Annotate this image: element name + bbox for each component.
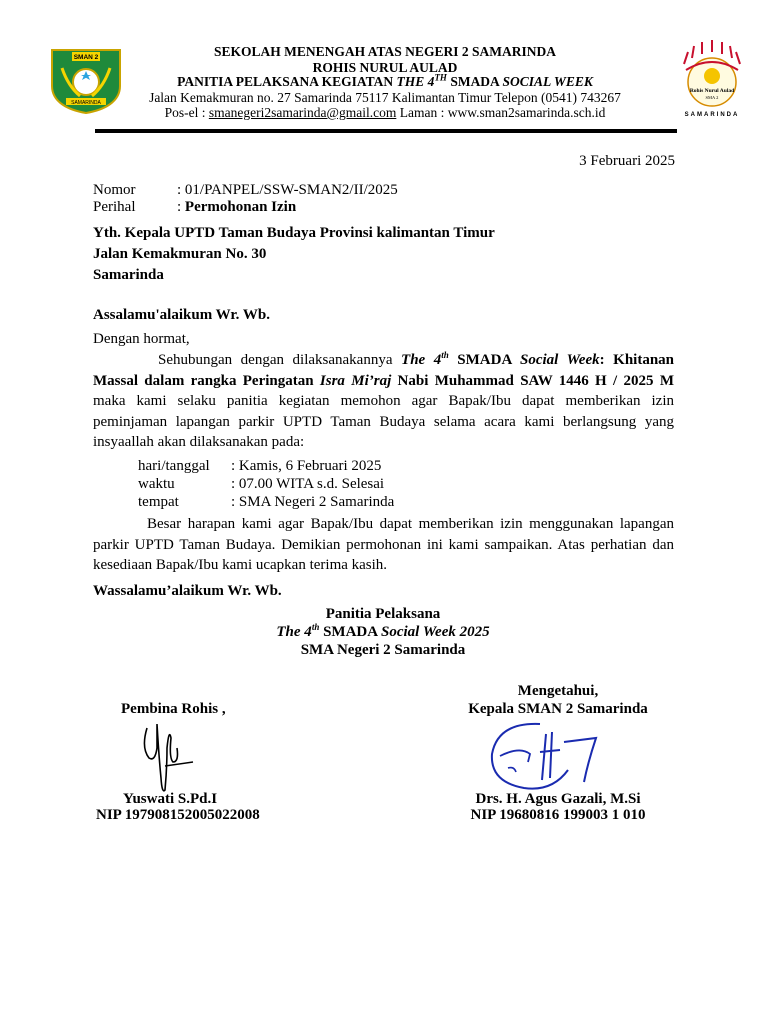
right-signer-nip: NIP 19680816 199003 1 010 xyxy=(470,807,646,823)
header-divider xyxy=(95,129,677,133)
left-signer-nip: NIP 197908152005022008 xyxy=(96,807,260,823)
org-name: ROHIS NURUL AULAD xyxy=(312,60,458,75)
body-paragraph-2: Besar harapan kami agar Bapak/Ibu dapat memberikan izin menggunakan lapangan parkir UPTD Taman Budaya. Demikian permohonan ini kami sampaikan. Atas perhatian dan kesediaan Bapak/Ibu kami ucapkan terima kasih. xyxy=(93,516,674,573)
salutation: Dengan hormat, xyxy=(93,331,190,347)
recipient-city: Samarinda xyxy=(93,267,164,283)
rohis-logo xyxy=(672,40,752,120)
svg-text:SAMARINDA: SAMARINDA xyxy=(71,100,101,106)
svg-text:SMA 2: SMA 2 xyxy=(705,95,719,100)
recipient-address: Jalan Kemakmuran No. 30 xyxy=(93,246,267,262)
detail-row: waktu : 07.00 WITA s.d. Selesai xyxy=(138,476,385,492)
right-signature xyxy=(480,716,620,796)
perihal-label: Perihal xyxy=(93,199,136,215)
svg-text:Rohis Nurul Aulad: Rohis Nurul Aulad xyxy=(689,88,735,94)
committee-title: Panitia Pelaksana xyxy=(325,606,441,622)
svg-text:SAMARINDA: SAMARINDA xyxy=(684,112,740,118)
detail-row: hari/tanggal : Kamis, 6 Februari 2025 xyxy=(138,458,382,474)
email-link[interactable]: smanegeri2samarinda@gmail.com xyxy=(208,105,397,120)
letter-date: 3 Februari 2025 xyxy=(579,153,675,169)
detail-row: tempat : SMA Negeri 2 Samarinda xyxy=(138,494,395,510)
left-signer-name: Yuswati S.Pd.I xyxy=(123,791,218,807)
contact-line: Pos-el : smanegeri2samarinda@gmail.com Laman : www.sman2samarinda.sch.id xyxy=(164,105,606,120)
svg-text:SMAN 2: SMAN 2 xyxy=(73,54,99,61)
right-signer-title: Kepala SMAN 2 Samarinda xyxy=(468,701,648,717)
committee-name: PANITIA PELAKSANA KEGIATAN THE 4TH SMADA SOCIAL WEEK xyxy=(177,72,593,89)
body-paragraph-1: Sehubungan dengan dilaksanakannya The 4th SMADA Social Week: Khitanan Massal dalam rangka Peringatan Isra Mi’raj Nabi Muhammad SAW 1446 H / 2025 M maka kami selaku panitia kegiatan memohon agar Bapak/Ibu dapat memberikan izin peminjaman lapangan parkir UPTD Taman Budaya selama acara kami berlangsung yang insyaallah akan dilaksanakan pada: xyxy=(93,350,675,450)
school-name: SEKOLAH MENENGAH ATAS NEGERI 2 SAMARINDA xyxy=(214,44,556,59)
nomor-label: Nomor xyxy=(93,182,136,198)
left-signer-title: Pembina Rohis , xyxy=(121,701,226,717)
perihal-value: : Permohonan Izin xyxy=(177,199,297,215)
committee-school: SMA Negeri 2 Samarinda xyxy=(300,642,466,658)
recipient-line: Yth. Kepala UPTD Taman Budaya Provinsi kalimantan Timur xyxy=(93,225,495,241)
closing: Wassalamu’alaikum Wr. Wb. xyxy=(93,583,282,599)
left-signature xyxy=(135,718,205,798)
school-address: Jalan Kemakmuran no. 27 Samarinda 75117 Kalimantan Timur Telepon (0541) 743267 xyxy=(149,90,621,105)
committee-event: The 4th SMADA Social Week 2025 xyxy=(276,622,490,640)
nomor-value: : 01/PANPEL/SSW-SMAN2/II/2025 xyxy=(177,182,398,198)
right-signer-name: Drs. H. Agus Gazali, M.Si xyxy=(475,791,641,807)
greeting: Assalamu'alaikum Wr. Wb. xyxy=(93,307,271,323)
right-acknowledge: Mengetahui, xyxy=(517,683,599,699)
event-details xyxy=(138,457,394,511)
